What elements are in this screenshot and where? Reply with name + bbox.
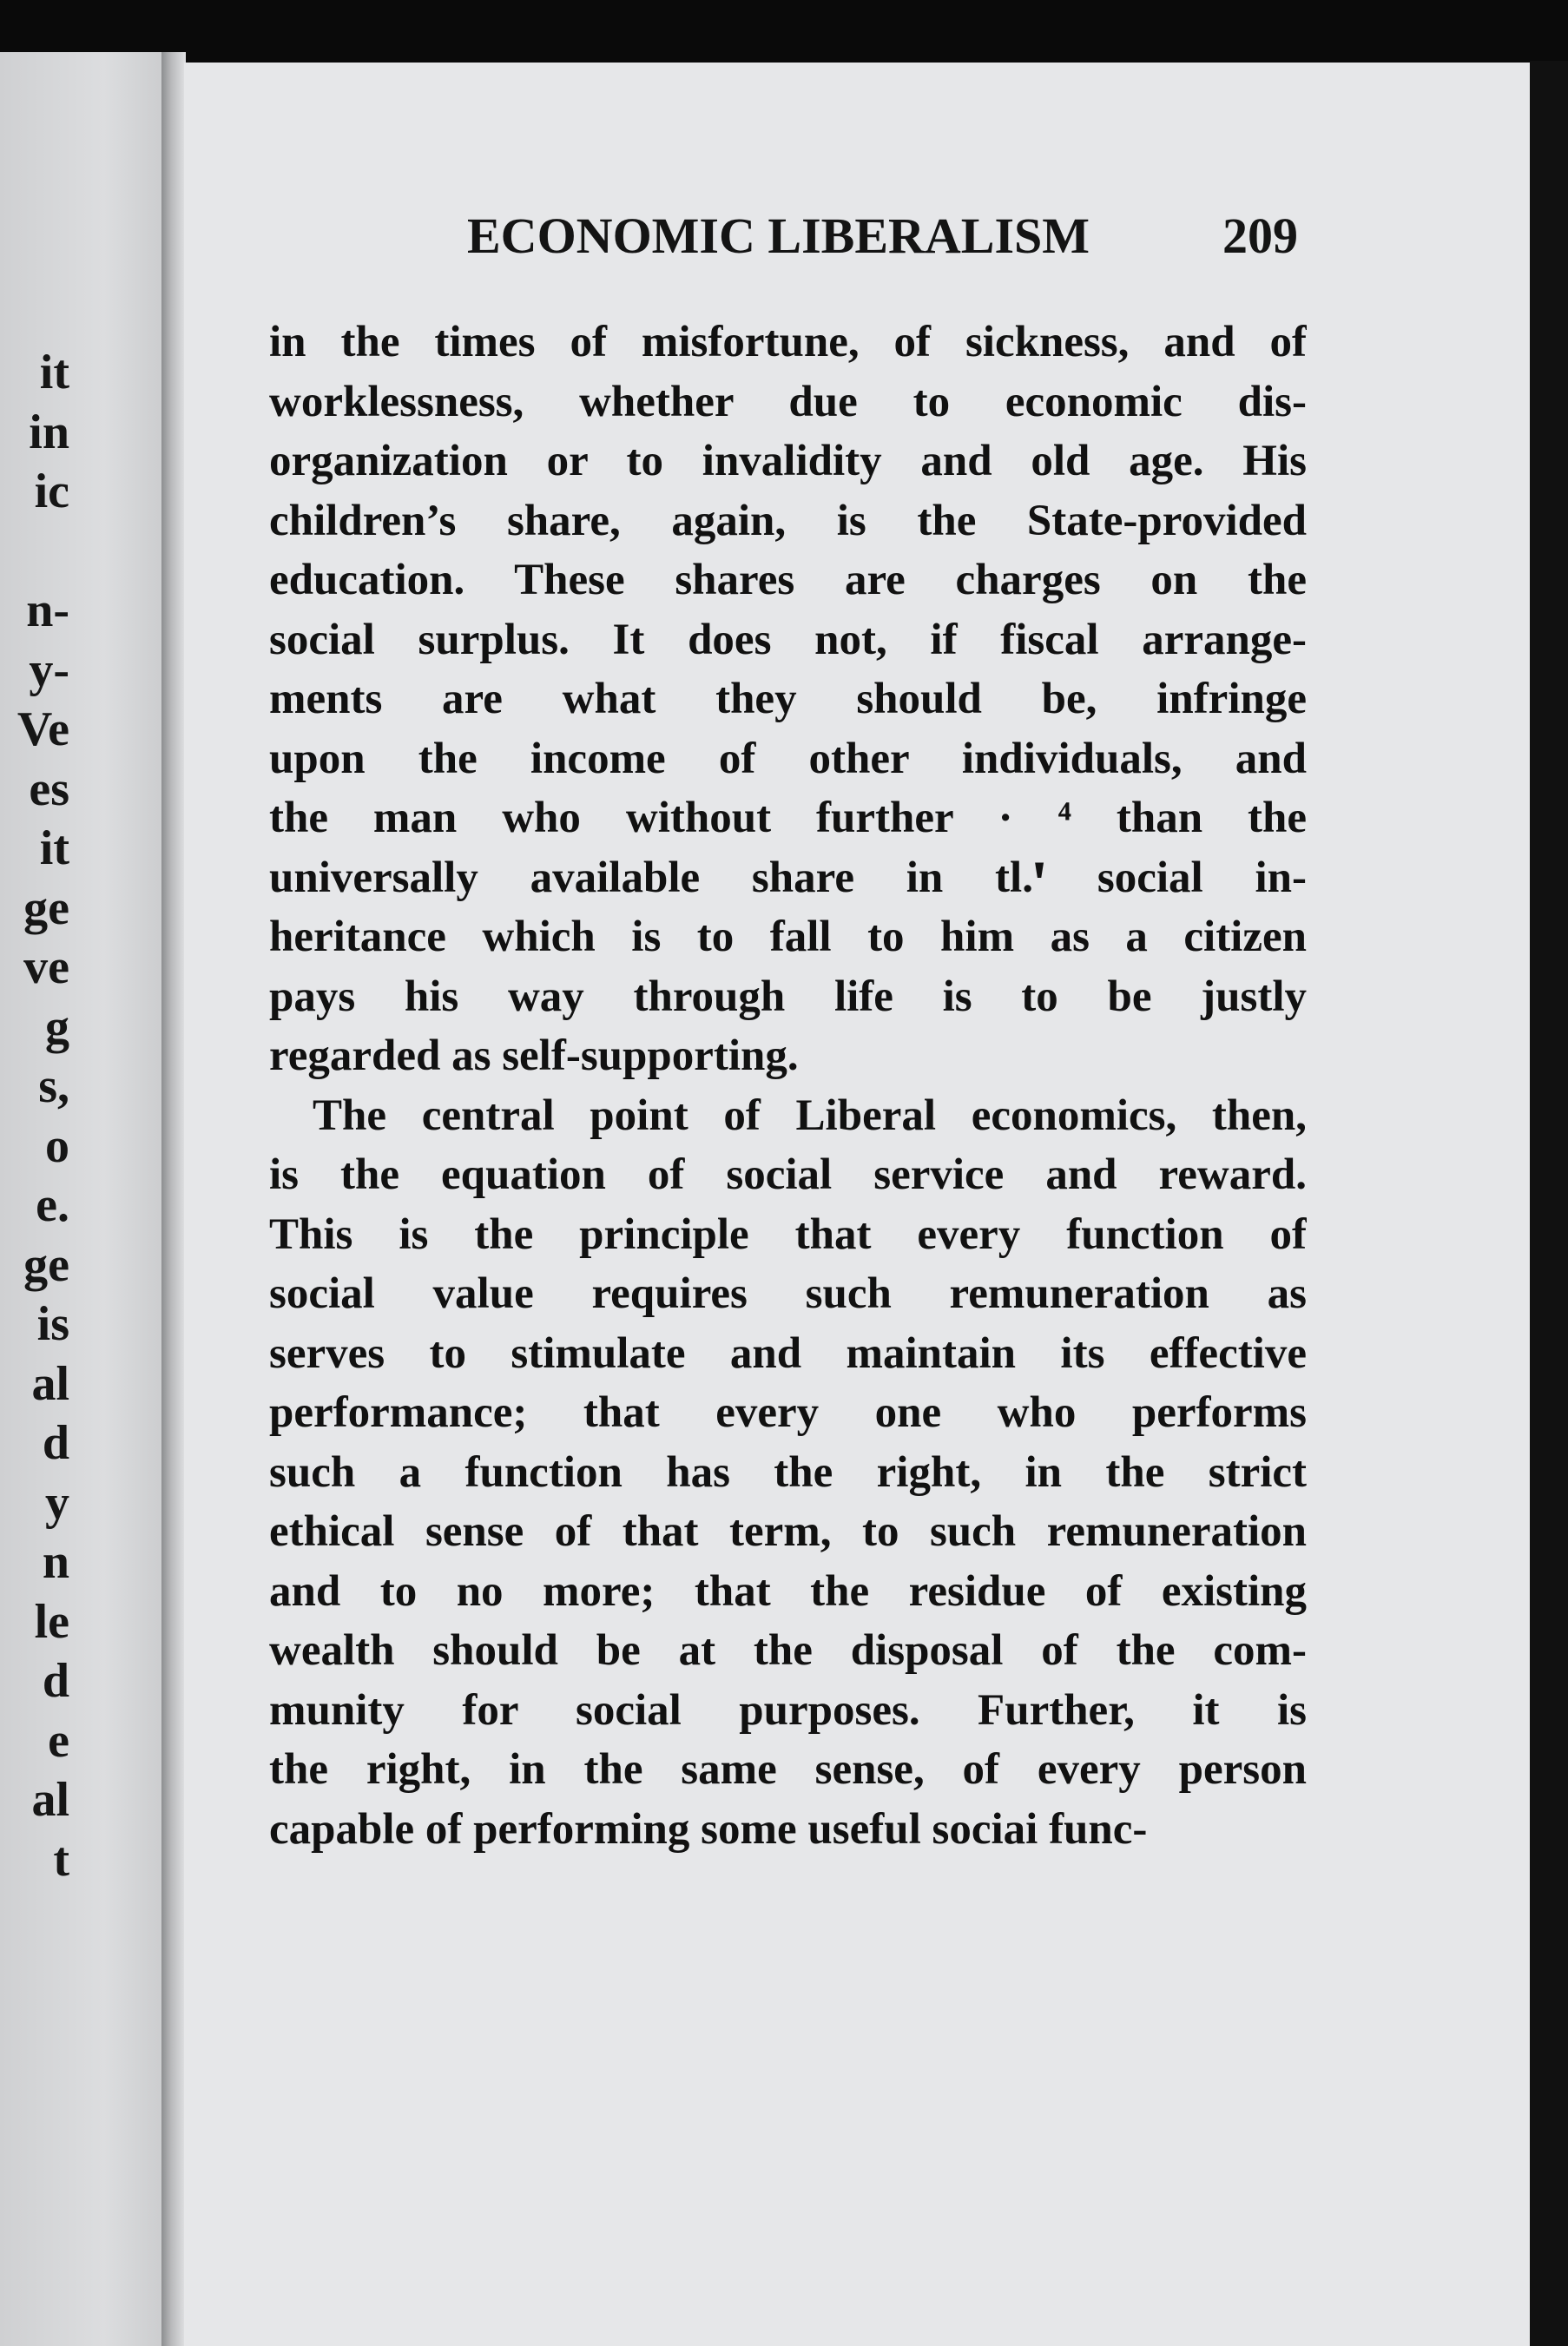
facing-page-fragment: es [29, 761, 69, 816]
facing-page-fragment: y [45, 1475, 69, 1530]
facing-page-fragment: le [34, 1594, 69, 1649]
text-line: upon the income of other individuals, and [269, 734, 1307, 783]
facing-page-fragment: n- [26, 583, 69, 637]
facing-page-text-fragments [0, 343, 69, 1889]
facing-page-fragment: e. [36, 1178, 69, 1232]
text-line: serves to stimulate and maintain its effective [269, 1328, 1307, 1378]
text-line: social value requires such remuneration as [269, 1269, 1307, 1318]
running-head [269, 207, 1311, 276]
facing-page-fragment: in [29, 405, 69, 459]
text-line: ethical sense of that term, to such remuneration [269, 1507, 1307, 1556]
facing-page-fragment: n [42, 1535, 69, 1589]
text-line: such a function has the right, in the strict [269, 1447, 1307, 1497]
facing-page-fragment: ic [34, 465, 69, 518]
text-line: munity for social purposes. Further, it is [269, 1685, 1307, 1735]
text-line: organization or to invalidity and old age. His [269, 437, 1307, 485]
facing-page-fragment: al [31, 1773, 69, 1827]
facing-page-fragment: ge [23, 1237, 69, 1292]
text-line: in the times of misfortune, of sickness, and of [269, 318, 1307, 366]
facing-page-fragment: it [39, 346, 69, 399]
running-head-title: ECONOMIC LIBERALISM [467, 208, 1090, 264]
paragraph [269, 1086, 1307, 1860]
text-line: heritance which is to fall to him as a citizen [269, 913, 1307, 961]
facing-page-fragment: y- [29, 643, 69, 697]
text-line: This is the principle that every function of [269, 1209, 1307, 1259]
paragraph [269, 313, 1307, 1086]
text-line: children’s share, again, is the State-provided [269, 496, 1307, 545]
facing-page-fragment: o [45, 1118, 69, 1173]
page-body-text [269, 313, 1307, 1859]
facing-page-fragment: Ve [16, 702, 69, 756]
text-line: the man who without further · ⁴ than the [269, 794, 1307, 842]
text-line: wealth should be at the disposal of the com- [269, 1626, 1307, 1675]
text-line: capable of performing some useful sociai func- [269, 1804, 1148, 1854]
text-line: ments are what they should be, infringe [269, 675, 1307, 723]
facing-page-fragment: t [53, 1832, 69, 1887]
facing-page-fragment: g [45, 999, 69, 1054]
facing-page-fragment: is [36, 1297, 69, 1351]
text-line: education. These shares are charges on the [269, 556, 1307, 604]
text-line: regarded as self-supporting. [269, 1031, 799, 1080]
facing-page-fragment: ve [23, 940, 69, 994]
text-line: and to no more; that the residue of existing [269, 1566, 1307, 1616]
facing-page-fragment [0, 522, 69, 582]
facing-page-fragment: d [42, 1654, 69, 1708]
text-line: performance; that every one who performs [269, 1388, 1307, 1437]
text-line: universally available share in tl.ꞌ social in- [269, 853, 1307, 902]
facing-page-fragment: ge [23, 880, 69, 935]
scan-border-right [1530, 61, 1568, 2346]
facing-page-edge [0, 52, 174, 2346]
text-line: is the equation of social service and reward. [269, 1150, 1307, 1199]
text-line: pays his way through life is to be justly [269, 972, 1307, 1021]
facing-page-fragment: it [39, 821, 69, 875]
facing-page-fragment: e [48, 1713, 69, 1768]
text-line: The central point of Liberal economics, then, [313, 1091, 1307, 1140]
page-number: 209 [1222, 208, 1298, 264]
facing-page-fragment: d [42, 1416, 69, 1470]
text-line: the right, in the same sense, of every person [269, 1745, 1307, 1794]
facing-page-fragment: al [31, 1356, 69, 1411]
book-gutter [161, 52, 186, 2346]
facing-page-fragment: s, [38, 1059, 69, 1113]
text-line: worklessness, whether due to economic dis- [269, 377, 1307, 426]
text-line: social surplus. It does not, if fiscal arrange- [269, 615, 1307, 664]
